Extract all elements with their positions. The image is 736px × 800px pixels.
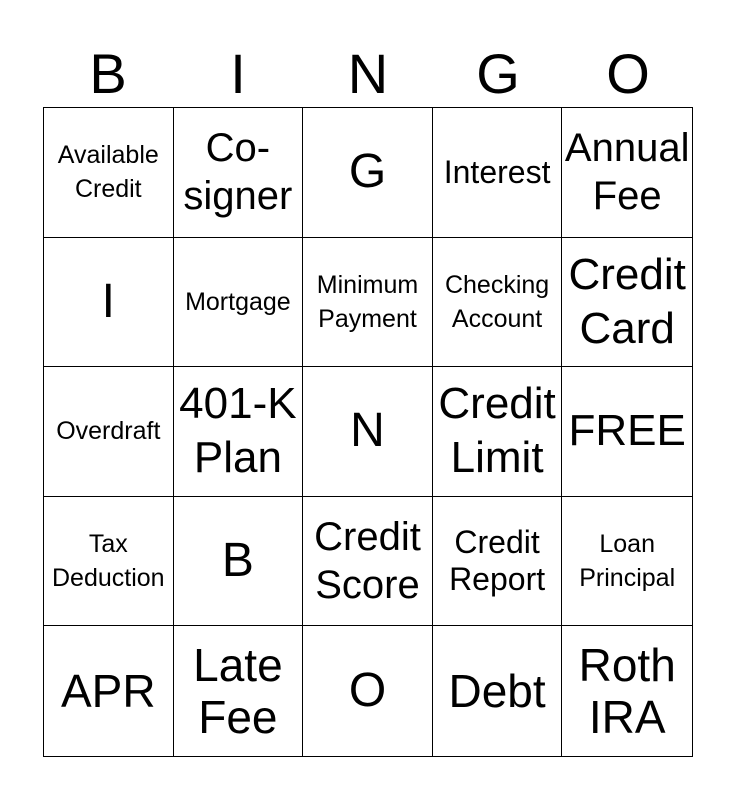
header-letter-n: N [347, 42, 389, 105]
bingo-cell[interactable] [174, 367, 304, 497]
bingo-cell[interactable] [174, 626, 304, 756]
bingo-cell[interactable] [44, 497, 174, 627]
cell-label: G [348, 145, 387, 199]
cell-label: I [101, 274, 115, 328]
bingo-cell[interactable] [303, 108, 433, 238]
header-letter-o: O [606, 42, 650, 105]
cell-label: Mortgage [185, 287, 291, 316]
bingo-cell[interactable] [44, 108, 174, 238]
bingo-cell[interactable] [303, 497, 433, 627]
bingo-cell[interactable] [433, 626, 563, 756]
bingo-cell[interactable] [174, 497, 304, 627]
free-space-label: FREE [568, 406, 686, 456]
bingo-cell[interactable] [433, 367, 563, 497]
cell-label: 401-K Plan [179, 379, 297, 483]
bingo-cell-free[interactable] [562, 367, 692, 497]
cell-label: Roth IRA [578, 639, 676, 744]
cell-label: Co- signer [183, 126, 293, 219]
bingo-cell[interactable] [562, 626, 692, 756]
cell-label: Annual Fee [564, 126, 690, 219]
cell-label: Credit Limit [438, 379, 556, 483]
bingo-board [43, 107, 693, 757]
bingo-cell[interactable] [433, 238, 563, 368]
cell-label: APR [61, 665, 156, 718]
bingo-cell[interactable] [174, 108, 304, 238]
bingo-cell[interactable] [303, 367, 433, 497]
bingo-cell[interactable] [303, 626, 433, 756]
cell-label: Debt [448, 665, 546, 718]
header-letter-g: G [476, 42, 520, 105]
header-letter-i: I [230, 42, 246, 105]
cell-label: Late Fee [193, 639, 283, 744]
bingo-cell[interactable] [562, 238, 692, 368]
cell-label: O [348, 664, 387, 718]
cell-label: Credit Card [568, 249, 686, 353]
header-letter-b: B [89, 42, 127, 105]
cell-label: Overdraft [56, 417, 161, 446]
cell-label: Credit Score [314, 515, 421, 608]
cell-label: Tax Deduction [52, 530, 165, 593]
bingo-cell[interactable] [44, 238, 174, 368]
cell-label: Loan Principal [579, 530, 676, 593]
bingo-header [43, 40, 693, 108]
bingo-cell[interactable] [562, 497, 692, 627]
cell-label: Available Credit [57, 141, 159, 204]
cell-label: Credit Report [449, 524, 546, 598]
bingo-cell[interactable] [303, 238, 433, 368]
bingo-cell[interactable] [44, 626, 174, 756]
cell-label: Interest [443, 153, 551, 190]
bingo-cell[interactable] [174, 238, 304, 368]
bingo-cell[interactable] [44, 367, 174, 497]
bingo-cell[interactable] [433, 497, 563, 627]
cell-label: N [350, 404, 385, 458]
bingo-cell[interactable] [433, 108, 563, 238]
cell-label: Minimum Payment [316, 270, 419, 333]
bingo-cell[interactable] [562, 108, 692, 238]
cell-label: Checking Account [444, 270, 550, 333]
cell-label: B [221, 534, 254, 588]
